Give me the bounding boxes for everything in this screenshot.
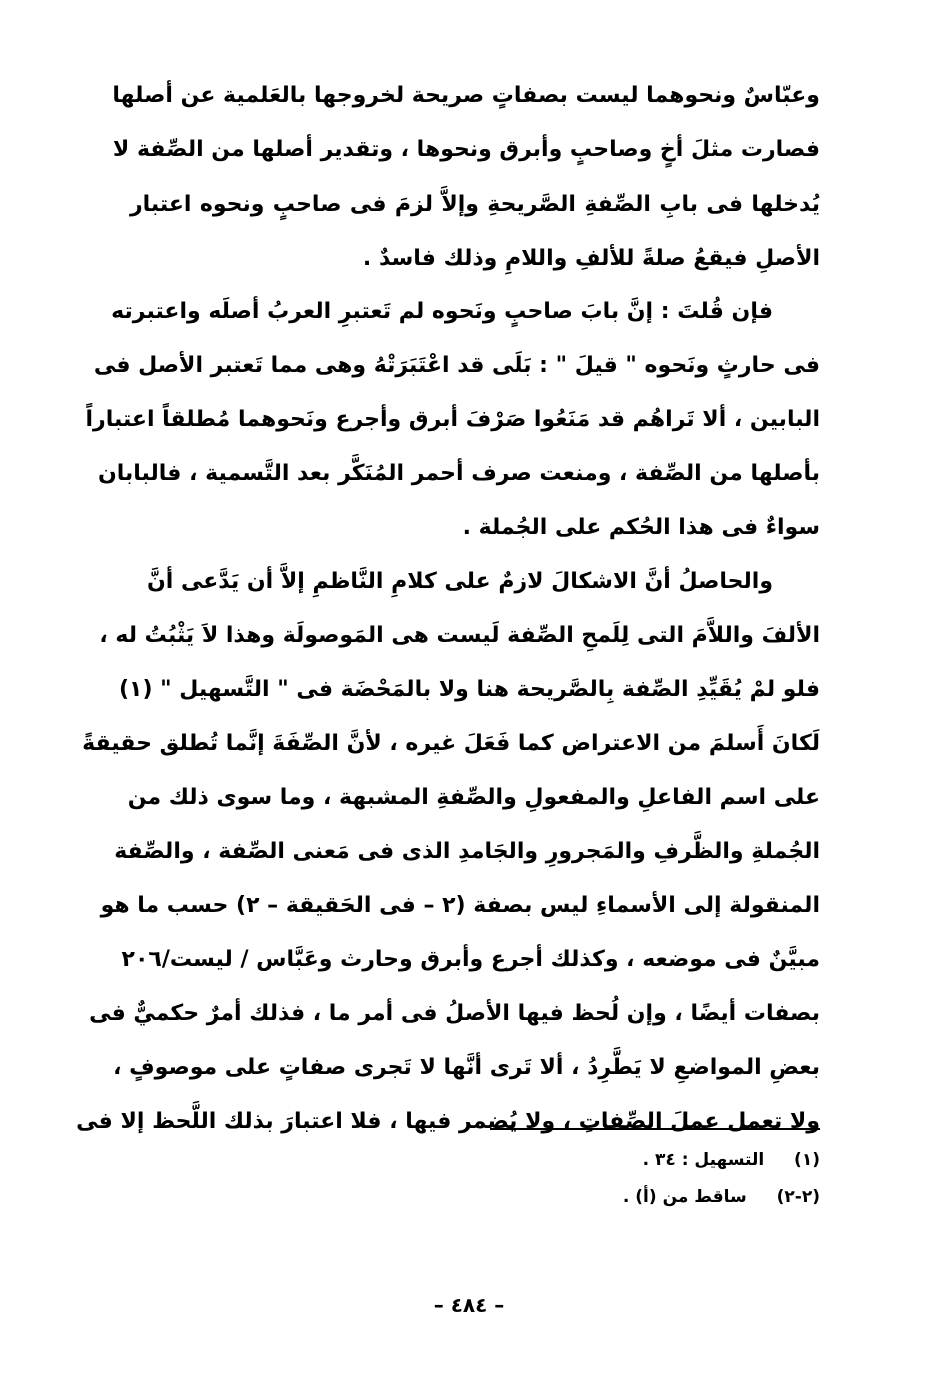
text-line: والحاصلُ أنَّ الاشكالَ لازمٌ على كلامِ النَّاظمِ إلاَّ أن يَدَّعى أنَّ [147,569,773,594]
text-line: بصفات أيضًا ، وإن لُحظ فيها الأصلُ فى أمر ما ، فذلك أمرٌ حكميٌّ فى [89,1001,820,1026]
text-line: البابين ، ألا تَراهُم قد مَنَعُوا صَرْفَ أبرق وأجرع ونَحوهما مُطلقاً اعتباراً [85,407,820,432]
text-line: فصارت مثلَ أخٍ وصاحبٍ وأبرق ونحوها ، وتقدير أصلها من الصِّفة لا [112,137,820,162]
footnote [490,1185,820,1209]
text-line: سواءٌ فى هذا الحُكم على الجُملة . [462,515,820,540]
text-line: على اسم الفاعلِ والمفعولِ والصِّفةِ المشبهة ، وما سوى ذلك من [127,785,820,810]
text-line: بأصلها من الصِّفة ، ومنعت صرف أحمر المُنَكَّر بعد التَّسمية ، فالبابان [97,461,820,486]
text-line: لَكانَ أَسلمَ من الاعتراض كما فَعَلَ غيره ، لأنَّ الصِّفَةَ إنَّما تُطلق حقيقةً [82,731,820,756]
text-line: المنقولة إلى الأسماءِ ليس بصفة (٢ – فى الحَقيقة – ٢) حسب ما هو [100,893,820,918]
text-line: الجُملةِ والظَّرفِ والمَجرورِ والجَامدِ الذى فى مَعنى الصِّفة ، والصِّفة [114,839,820,864]
page-number: – ٤٨٤ – [433,1293,505,1317]
text-line: وعبّاسٌ ونحوهما ليست بصفاتٍ صريحة لخروجها بالعَلمية عن أصلها [112,83,820,108]
text-line: ولا تعمل عملَ الصِّفاتِ ، ولا يُضمر فيها ، فلا اعتبارَ بذلك اللَّحظ إلا فى [76,1109,820,1134]
footnote-text: التسهيل : ٣٤ . [642,1150,765,1170]
text-line: بعضِ المواضعِ لا يَطَّرِدُ ، ألا تَرى أنَّها لا تَجرى صفاتٍ على موصوفٍ ، [113,1055,820,1080]
text-line: فإن قُلتَ : إنَّ بابَ صاحبٍ ونَحوه لم تَعتبرِ العربُ أصلَه واعتبرته [111,299,773,324]
footnote-marker: (٢-٢) [776,1187,820,1207]
footnote-separator [490,1128,820,1130]
footnote [490,1148,820,1172]
footnote-marker: (١) [794,1150,820,1170]
text-line: فلو لمْ يُقَيِّدِ الصِّفة بِالصَّريحة هنا ولا بالمَحْضَة فى " التَّسهيل " (١) [118,677,820,702]
text-line: الألفَ واللاَّمَ التى لِلَمحِ الصِّفة لَيست هى المَوصولَة وهذا لاَ يَثْبُتُ له ، [99,623,820,648]
text-line: يُدخلها فى بابِ الصِّفةِ الصَّريحةِ وإلاَّ لزمَ فى صاحبٍ ونحوه اعتبار [130,192,820,217]
text-line: الأصلِ فيقعُ صلةً للألفِ واللامِ وذلك فاسدٌ . [362,246,820,271]
text-line: فى حارثٍ ونَحوه " قيلَ " : بَلَى قد اعْتَبَرَتْهُ وهى مما تَعتبر الأصل فى [93,353,820,378]
footnote-text: ساقط من (أ) . [622,1187,747,1207]
text-line: مبيَّنٌ فى موضعه ، وكذلك أجرع وأبرق وحارث وعَبَّاس / ليست/٢٠٦ [121,947,820,972]
